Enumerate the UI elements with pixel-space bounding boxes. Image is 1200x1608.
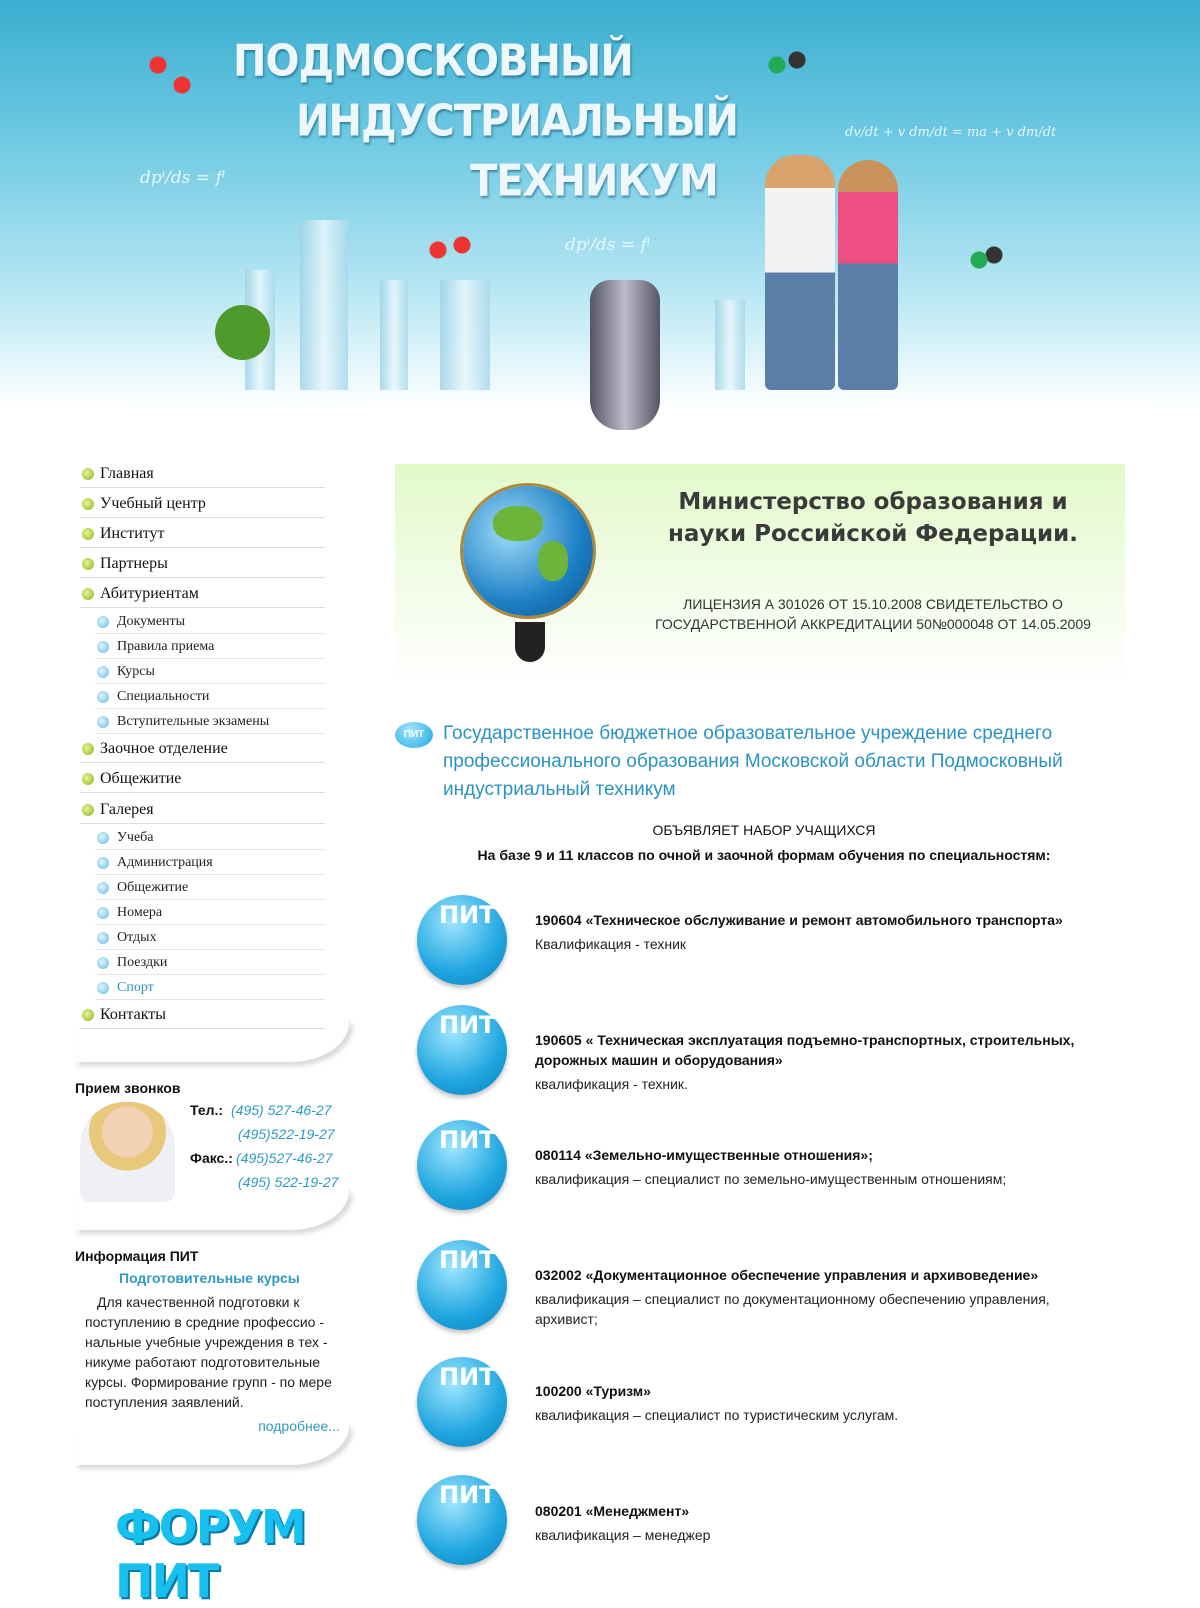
- ministry-banner: [395, 464, 1125, 684]
- menu-item[interactable]: [95, 851, 325, 875]
- molecule-image: [140, 50, 200, 100]
- menu-item-label: Спорт: [117, 980, 154, 995]
- menu-item-label: Институт: [100, 525, 165, 542]
- bullet-icon: [97, 641, 109, 653]
- student-image: [838, 160, 898, 390]
- menu-item[interactable]: [95, 710, 325, 734]
- info-subtitle[interactable]: Подготовительные курсы: [119, 1270, 300, 1286]
- course-title: 190605 « Техническая эксплуатация подъемно-транспортных, строительных, дорожных машин и оборудования»: [535, 1032, 1075, 1068]
- pit-label: ПИТ: [439, 1126, 496, 1154]
- building-image: [300, 220, 348, 390]
- bullet-icon: [82, 743, 94, 755]
- menu-item-label: Курсы: [117, 664, 155, 679]
- menu-item-label: Общежитие: [117, 880, 189, 895]
- building-image: [715, 300, 745, 390]
- bullet-icon: [82, 558, 94, 570]
- menu-item-label: Специальности: [117, 689, 210, 704]
- globe-stand: [515, 622, 545, 662]
- compass-icon: [417, 1120, 507, 1210]
- bullet-icon: [97, 957, 109, 969]
- menu-item[interactable]: [80, 765, 325, 793]
- info-page-curl: [75, 1425, 350, 1465]
- bullet-icon: [82, 773, 94, 785]
- bullet-icon: [97, 882, 109, 894]
- bullet-icon: [82, 468, 94, 480]
- fax-label: Факс.:: [190, 1150, 233, 1166]
- bullet-icon: [82, 528, 94, 540]
- calls-title: Прием звонков: [75, 1080, 181, 1096]
- announce-subtitle: На базе 9 и 11 классов по очной и заочной формам обучения по специальностям:: [477, 847, 1051, 863]
- menu-item-label: Контакты: [100, 1006, 167, 1023]
- menu-item-label: Партнеры: [100, 555, 168, 572]
- menu-item-label: Абитуриентам: [100, 585, 199, 602]
- phone-number[interactable]: (495) 527-46-27: [231, 1102, 332, 1118]
- bullet-icon: [97, 857, 109, 869]
- tel-label: Тел.:: [190, 1102, 224, 1118]
- course-title: 080201 «Менеджмент»: [535, 1503, 690, 1519]
- org-name: Государственное бюджетное образовательное учреждение среднего профессионального образования Московской области Подмосковный индустриальный техникум: [443, 723, 1063, 800]
- menu-page-curl: [75, 1020, 350, 1062]
- menu-item-label: Вступительные экзамены: [117, 714, 270, 729]
- course-title: 190604 «Техническое обслуживание и ремонт автомобильного транспорта»: [535, 912, 1063, 928]
- bullet-icon: [97, 691, 109, 703]
- menu-item-label: Общежитие: [100, 770, 182, 787]
- microscope-image: [590, 280, 660, 430]
- course-qualification: квалификация – специалист по документационному обеспечению управления, архивист;: [535, 1291, 1050, 1327]
- palm-icon: [417, 1357, 507, 1447]
- menu-item[interactable]: [95, 610, 325, 634]
- pit-label: ПИТ: [439, 1246, 496, 1274]
- course-qualification: квалификация – специалист по земельно-имущественным отношениям;: [535, 1171, 1007, 1187]
- menu-item-label: Правила приема: [117, 639, 215, 654]
- ministry-title: Министерство образования и науки Российской Федерации.: [667, 489, 1079, 547]
- course-title: 100200 «Туризм»: [535, 1383, 651, 1399]
- bullet-icon: [97, 666, 109, 678]
- bullet-icon: [82, 498, 94, 510]
- info-title: Информация ПИТ: [75, 1248, 199, 1264]
- fax-number[interactable]: (495) 522-19-27: [238, 1174, 339, 1190]
- bullet-icon: [97, 932, 109, 944]
- building-image: [440, 280, 490, 390]
- pit-label: ПИТ: [439, 1481, 496, 1509]
- menu-item-label: Отдых: [117, 930, 157, 945]
- formula: dpⁱ/ds = fⁱ: [140, 168, 226, 188]
- license-text: ЛИЦЕНЗИЯ А 301026 ОТ 15.10.2008 СВИДЕТЕЛЬСТВО О ГОСУДАРСТВЕННОЙ АККРЕДИТАЦИИ 50№000048 ОТ 14.05.2009: [655, 596, 1091, 632]
- course-qualification: квалификация - техник.: [535, 1076, 688, 1092]
- car-icon: [417, 895, 507, 985]
- menu-item[interactable]: [95, 976, 325, 1000]
- menu-item-label: Главная: [100, 465, 154, 482]
- molecule-image: [955, 235, 1015, 285]
- tree-image: [215, 305, 270, 360]
- fax-number[interactable]: (495)527-46-27: [236, 1150, 333, 1166]
- menu-item[interactable]: [80, 580, 325, 608]
- bullet-icon: [97, 982, 109, 994]
- forklift-icon: [417, 1005, 507, 1095]
- menu-item[interactable]: [95, 901, 325, 925]
- document-icon: [417, 1240, 507, 1330]
- course-qualification: квалификация – менеджер: [535, 1527, 711, 1543]
- pit-badge-icon: ПИТ: [395, 722, 433, 748]
- forum-logo[interactable]: ФОРУМ ПИТ: [115, 1500, 305, 1608]
- menu-item[interactable]: [80, 796, 325, 824]
- menu-item[interactable]: [95, 826, 325, 850]
- logo-line-1: ПОДМОСКОВНЫЙ: [233, 35, 633, 87]
- bullet-icon: [97, 716, 109, 728]
- menu-item[interactable]: [80, 490, 325, 518]
- globe-image: [463, 486, 593, 616]
- menu-item-label: Номера: [117, 905, 163, 920]
- announce-title: ОБЪЯВЛЯЕТ НАБОР УЧАЩИХСЯ: [652, 822, 876, 838]
- menu-item-label: Заочное отделение: [100, 740, 228, 757]
- course-title: 080114 «Земельно-имущественные отношения»;: [535, 1147, 873, 1163]
- bullet-icon: [82, 804, 94, 816]
- menu-item[interactable]: [95, 876, 325, 900]
- bullet-icon: [97, 616, 109, 628]
- phone-number[interactable]: (495)522-19-27: [238, 1126, 335, 1142]
- more-link[interactable]: подробнее...: [258, 1418, 340, 1434]
- site-header: [0, 0, 1200, 445]
- menu-item[interactable]: [95, 926, 325, 950]
- menu-item-label: Администрация: [117, 855, 213, 870]
- menu-item[interactable]: [80, 735, 325, 763]
- formula: dpⁱ/ds = fⁱ: [565, 235, 651, 255]
- menu-item[interactable]: [80, 460, 325, 488]
- menu-item[interactable]: [95, 660, 325, 684]
- menu-item-label: Учебный центр: [100, 495, 206, 512]
- bullet-icon: [97, 832, 109, 844]
- menu-item-label: Поездки: [117, 955, 168, 970]
- calls-page-curl: [75, 1190, 350, 1230]
- info-text: Для качественной подготовки к поступлению в средние профессио - нальные учебные учреждения в тех - никуме работают подготовительные курсы. Формирование групп - по мере поступления заявлений.: [85, 1294, 332, 1410]
- menu-item-label: Документы: [117, 614, 186, 629]
- building-image: [380, 280, 408, 390]
- bullet-icon: [82, 588, 94, 600]
- pit-label: ПИТ: [439, 1011, 496, 1039]
- manager-icon: [417, 1475, 507, 1565]
- student-image: [765, 155, 835, 390]
- menu-item[interactable]: [95, 635, 325, 659]
- pit-label: ПИТ: [439, 1363, 496, 1391]
- logo-line-3: ТЕХНИКУМ: [470, 155, 718, 207]
- pit-label: ПИТ: [439, 901, 496, 929]
- menu-item[interactable]: [80, 520, 325, 548]
- menu-item[interactable]: [95, 685, 325, 709]
- menu-item[interactable]: [80, 550, 325, 578]
- logo-line-2: ИНДУСТРИАЛЬНЫЙ: [296, 95, 738, 147]
- operator-avatar: [80, 1102, 175, 1202]
- formula: dv/dt + v dm/dt = ma + v dm/dt: [845, 125, 1057, 140]
- menu-item[interactable]: [95, 951, 325, 975]
- molecule-image: [420, 225, 480, 275]
- molecule-image: [745, 40, 825, 90]
- menu-item-label: Галерея: [100, 801, 154, 818]
- course-title: 032002 «Документационное обеспечение управления и архивоведение»: [535, 1267, 1039, 1283]
- menu-item-label: Учеба: [117, 830, 154, 845]
- bullet-icon: [97, 907, 109, 919]
- course-qualification: Квалификация - техник: [535, 936, 687, 952]
- course-qualification: квалификация – специалист по туристическим услугам.: [535, 1407, 899, 1423]
